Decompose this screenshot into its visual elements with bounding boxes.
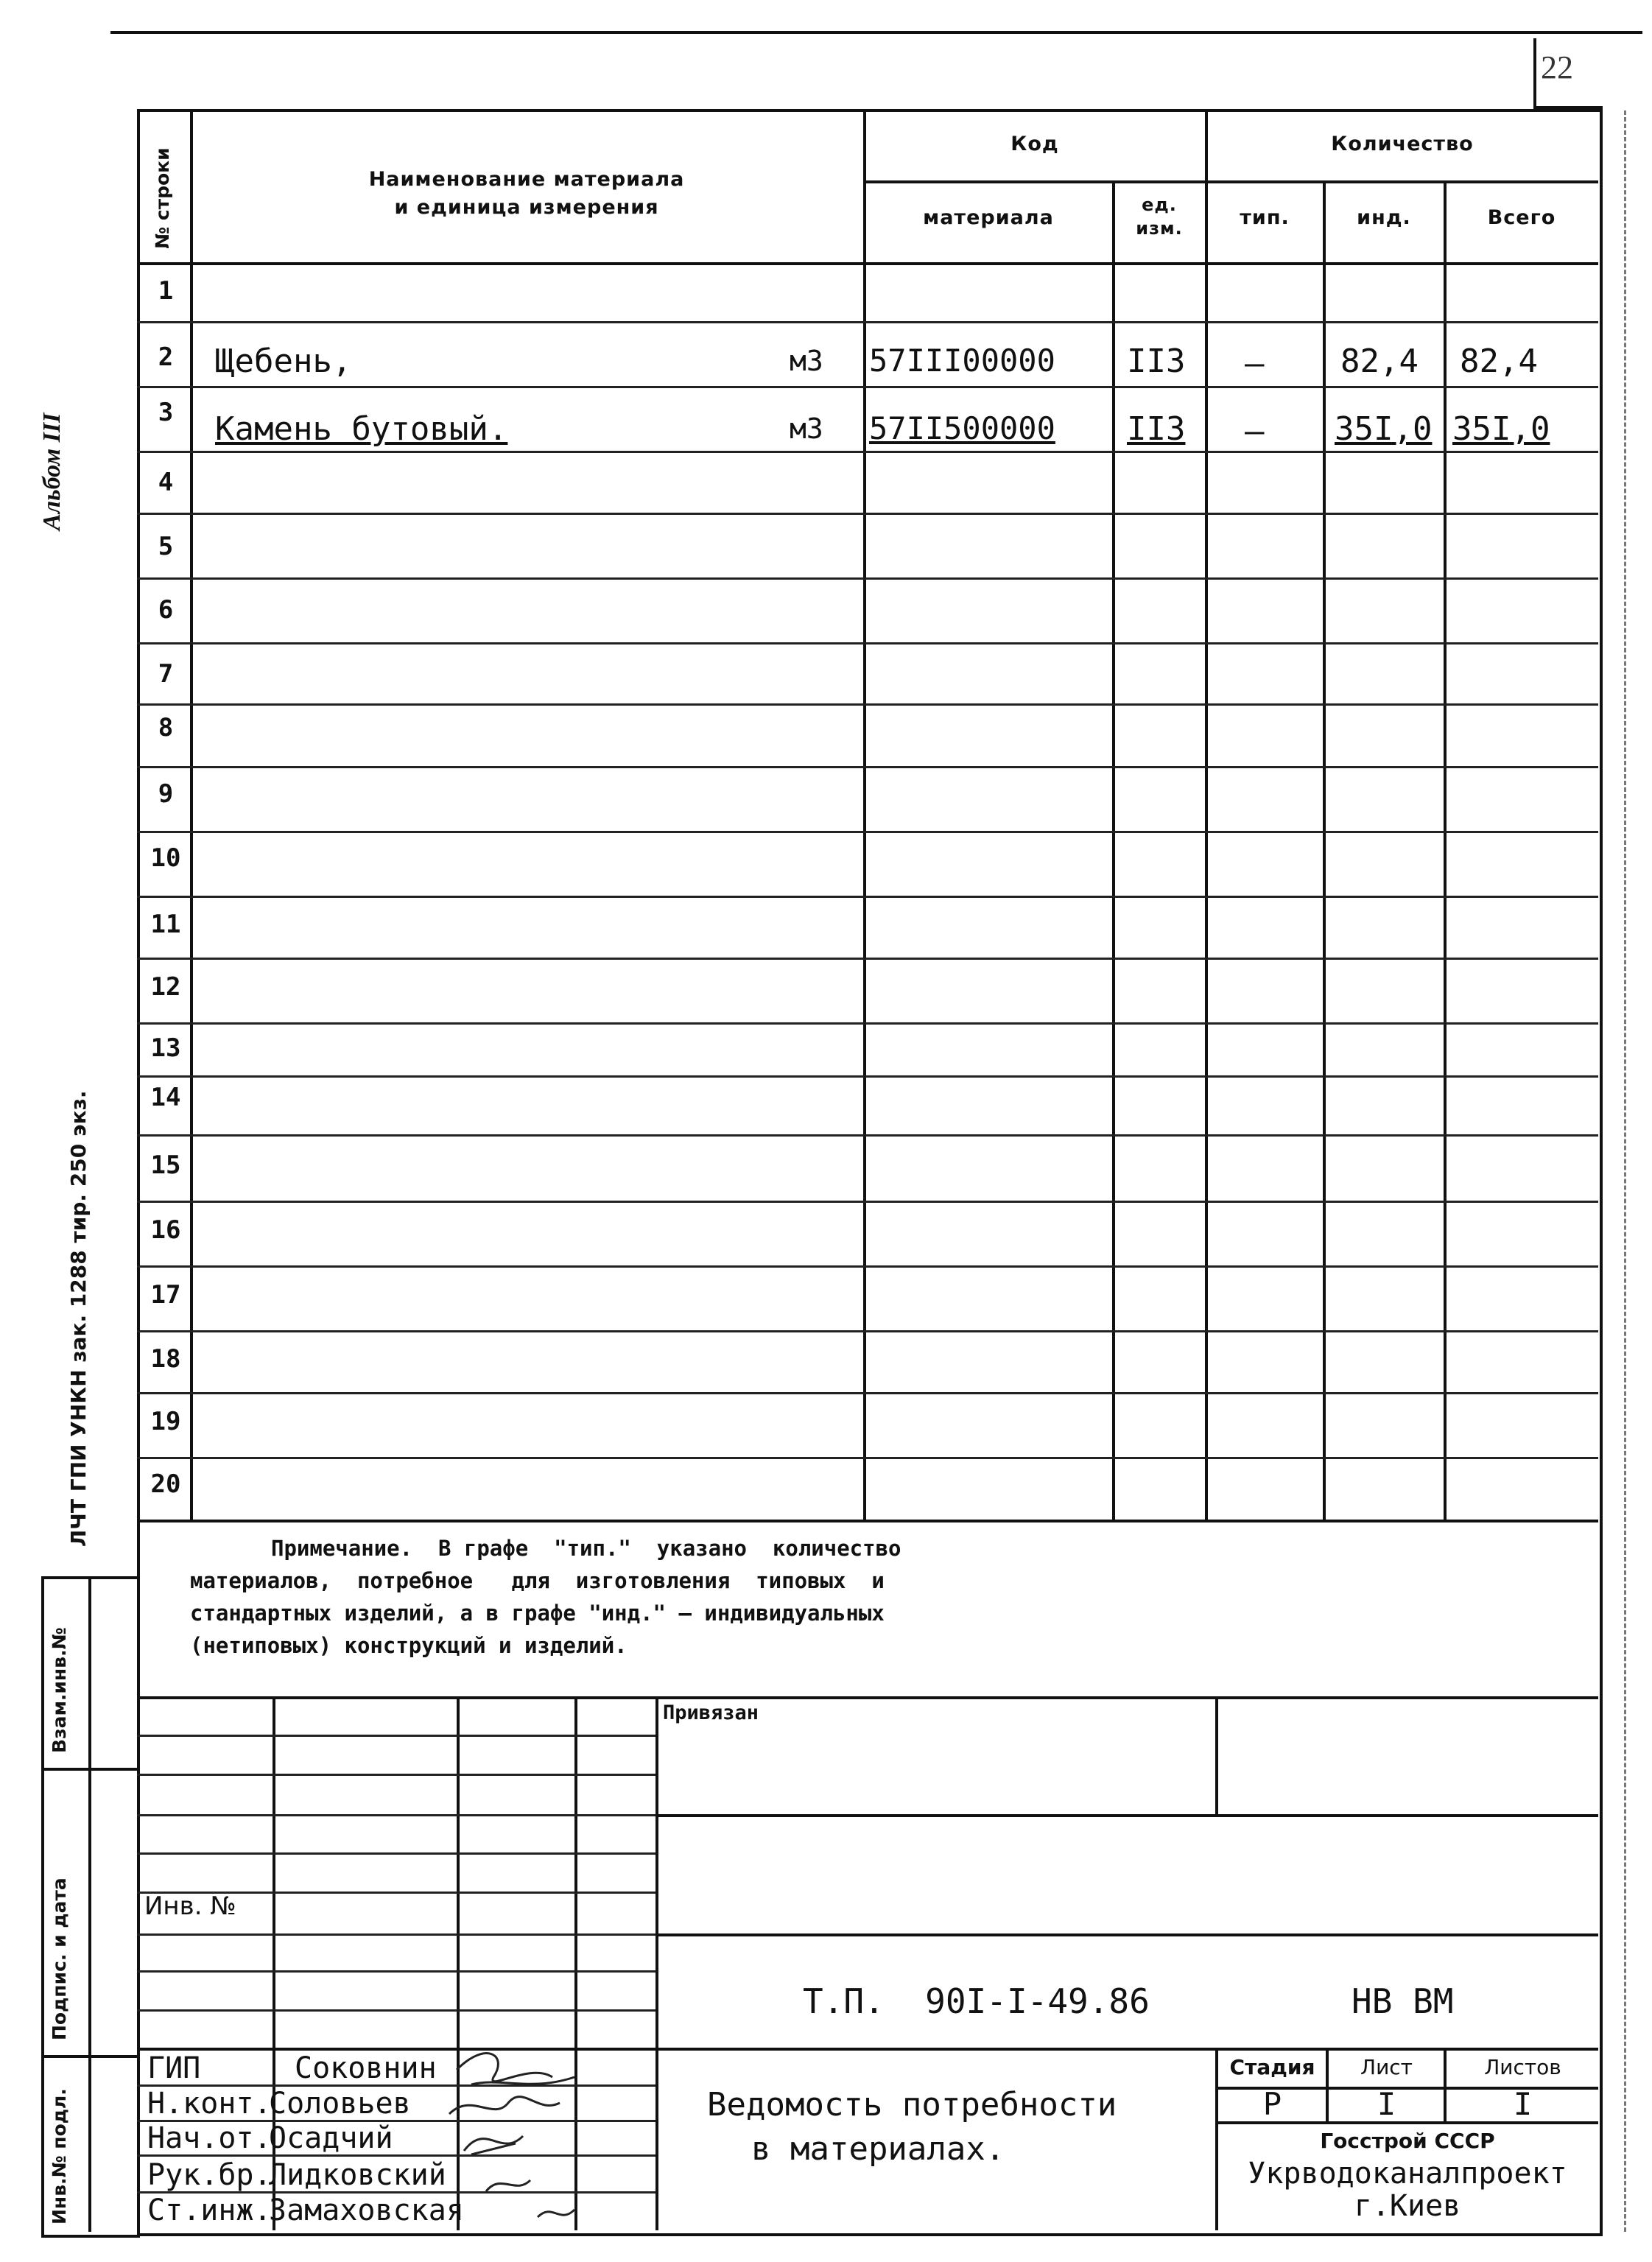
- signature-role: ГИП: [147, 2051, 201, 2085]
- header-unit: ед. изм.: [1136, 194, 1183, 239]
- header-quantity: Количество: [1331, 133, 1474, 155]
- row3-unit: II3: [1127, 410, 1186, 448]
- row2-name: Щебень,: [215, 343, 352, 380]
- row3-ind: 35I,0: [1335, 410, 1433, 448]
- list-value: I: [1377, 2086, 1396, 2122]
- row-number: 18: [150, 1344, 181, 1374]
- row3-unit-name: м3: [790, 412, 823, 445]
- row3-total: 35I,0: [1452, 410, 1550, 448]
- row-number: 17: [150, 1280, 181, 1310]
- note-line-4: (нетиповых) конструкций и изделий.: [190, 1633, 628, 1658]
- row2-unit-name: м3: [790, 345, 823, 377]
- row-number: 8: [158, 713, 174, 742]
- scan-edge-marks: [1624, 110, 1626, 2232]
- stadia-value: Р: [1262, 2086, 1282, 2122]
- signature-role: Нач.от.: [147, 2121, 272, 2155]
- row-number: 10: [150, 843, 181, 873]
- signature-name: Соковнин: [295, 2051, 437, 2085]
- header-material: материала: [923, 206, 1054, 229]
- row2-typ: –: [1245, 345, 1265, 382]
- document-title-line-2: в материалах.: [751, 2130, 1005, 2168]
- header-total: Всего: [1487, 206, 1556, 229]
- note-block: [190, 1532, 1575, 1662]
- row-number: 5: [158, 532, 174, 561]
- top-rule: [110, 31, 1642, 34]
- document-title-line-1: Ведомость потребности: [707, 2086, 1117, 2124]
- album-label: Альбом III: [38, 412, 66, 530]
- row-number: 14: [150, 1083, 181, 1112]
- row2-unit: II3: [1127, 343, 1186, 380]
- listov-value: I: [1513, 2086, 1533, 2122]
- document-mark: НВ ВМ: [1352, 1981, 1454, 2021]
- vzam-inv-label: Взам.инв.№: [49, 1627, 70, 1753]
- row-number: 13: [150, 1033, 181, 1063]
- page-number: 22: [1541, 49, 1573, 85]
- inv-no-label: Инв. №: [144, 1892, 236, 1921]
- signature-name: Лидковский: [269, 2158, 446, 2192]
- row-number: 15: [150, 1151, 181, 1180]
- header-code: Код: [1010, 133, 1059, 155]
- row-number: 9: [158, 779, 174, 809]
- header-typ: тип.: [1240, 206, 1290, 229]
- row-number: 16: [150, 1215, 181, 1245]
- row-number: 7: [158, 659, 174, 689]
- row-number: 2: [158, 343, 174, 372]
- row-number: 20: [150, 1469, 181, 1499]
- document-code: Т.П. 90I-I-49.86: [803, 1981, 1150, 2021]
- row-number: 12: [150, 972, 181, 1002]
- note-line-3: стандартных изделий, а в графе "инд." – индивидуальных: [190, 1601, 885, 1626]
- row3-typ: –: [1245, 412, 1265, 450]
- row2-total: 82,4: [1460, 343, 1538, 380]
- inventory-label: ЛЧТ ГПИ УНКН зак. 1288 тир. 250 экз.: [66, 1090, 91, 1547]
- listov-label: Листов: [1484, 2055, 1561, 2079]
- row-number: 11: [150, 910, 181, 939]
- stadia-label: Стадия: [1229, 2055, 1315, 2079]
- signature-role: Н.конт.: [147, 2087, 272, 2121]
- organization-block: [1218, 2125, 1597, 2222]
- document-title: [707, 2083, 1117, 2171]
- row2-ind: 82,4: [1340, 343, 1419, 380]
- header-row-no: № строки: [152, 147, 173, 249]
- row-number: 1: [158, 276, 174, 306]
- privyazan-label: Привязан: [663, 1701, 759, 1724]
- row-number: 6: [158, 595, 174, 625]
- org-city: г.Киев: [1354, 2189, 1461, 2223]
- row-number: 3: [158, 398, 174, 427]
- list-label: Лист: [1360, 2055, 1413, 2079]
- header-name-text: Наименование материала и единица измерения: [368, 168, 685, 219]
- note-line-1: Примечание. В графе "тип." указано количество: [271, 1536, 901, 1561]
- signature-name: Соловьев: [269, 2087, 411, 2121]
- handwritten-signatures: [442, 2033, 619, 2232]
- row3-code: 57II500000: [869, 410, 1055, 446]
- header-ind: инд.: [1357, 206, 1411, 229]
- org-name: Укрводоканалпроект: [1248, 2157, 1567, 2191]
- row-number: 4: [158, 468, 174, 497]
- signature-name: Осадчий: [269, 2121, 393, 2155]
- podpis-data-label: Подпис. и дата: [49, 1878, 70, 2040]
- signature-name: Замаховская: [269, 2193, 464, 2227]
- signature-role: Ст.инж.: [147, 2193, 272, 2227]
- inv-podl-label: Инв.№ подл.: [49, 2088, 70, 2224]
- note-line-2: материалов, потребное для изготовления типовых и: [190, 1568, 885, 1593]
- row-number: 19: [150, 1407, 181, 1436]
- signature-role: Рук.бр.: [147, 2158, 272, 2192]
- row3-name: Камень бутовый.: [215, 410, 508, 448]
- org-gosstroy: Госстрой СССР: [1320, 2129, 1495, 2153]
- row2-code: 57III00000: [869, 343, 1055, 379]
- header-name: [193, 166, 860, 222]
